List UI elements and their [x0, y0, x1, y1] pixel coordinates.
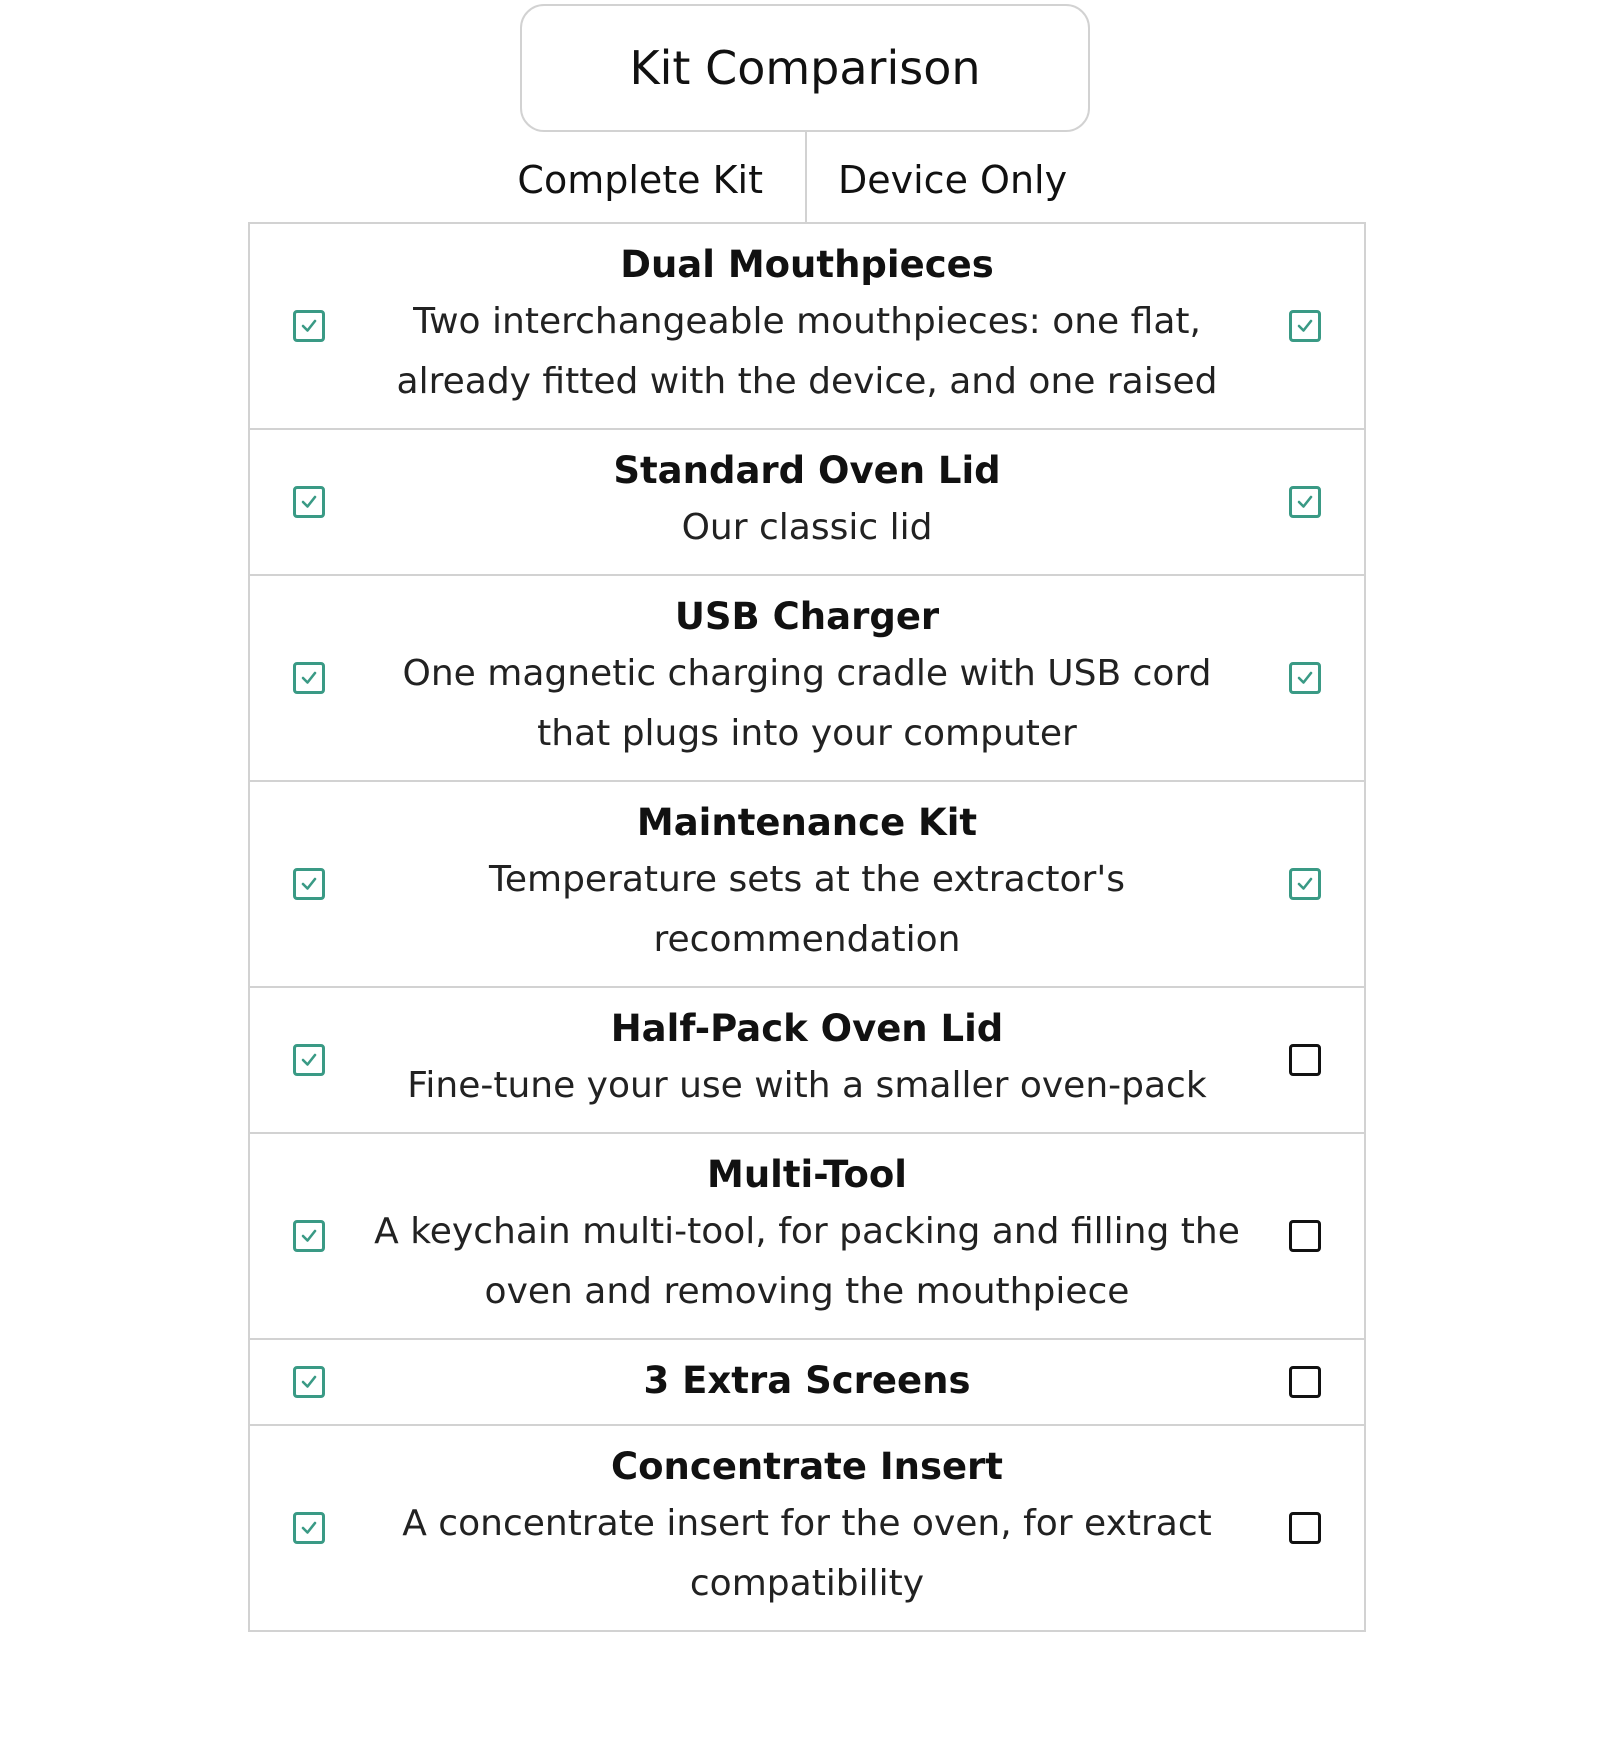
feature-title: Concentrate Insert [610, 1445, 1003, 1488]
unchecked-checkbox-icon [1289, 1044, 1321, 1076]
feature-content [368, 988, 1246, 1132]
checked-checkbox-icon [293, 1220, 325, 1252]
comparison-row [250, 988, 1364, 1134]
checked-checkbox-icon [293, 1366, 325, 1398]
feature-description: compatibility [689, 1563, 925, 1604]
complete-kit-check-cell [250, 868, 368, 900]
feature-title: 3 Extra Screens [643, 1359, 971, 1402]
feature-description: Two interchangeable mouthpieces: one flat, [413, 301, 1201, 342]
feature-description: Fine-tune your use with a smaller oven-pack [407, 1065, 1207, 1106]
feature-title: Maintenance Kit [636, 801, 978, 844]
complete-kit-check-cell [250, 1512, 368, 1544]
feature-content [368, 1134, 1246, 1338]
device-only-check-cell [1246, 310, 1364, 342]
checked-checkbox-icon [1289, 868, 1321, 900]
complete-kit-check-cell [250, 486, 368, 518]
checked-checkbox-icon [293, 662, 325, 694]
complete-kit-check-cell [250, 662, 368, 694]
checked-checkbox-icon [1289, 662, 1321, 694]
unchecked-checkbox-icon [1289, 1366, 1321, 1398]
checked-checkbox-icon [293, 486, 325, 518]
feature-title: Half-Pack Oven Lid [610, 1007, 1004, 1050]
device-only-check-cell [1246, 1366, 1364, 1398]
feature-content [368, 430, 1246, 574]
complete-kit-check-cell [250, 1220, 368, 1252]
device-only-check-cell [1246, 662, 1364, 694]
feature-description: Our classic lid [681, 507, 933, 548]
feature-content [368, 1426, 1246, 1630]
page-title: Kit Comparison [520, 4, 1090, 132]
comparison-row [250, 1134, 1364, 1340]
device-only-check-cell [1246, 1220, 1364, 1252]
feature-content [368, 224, 1246, 428]
complete-kit-check-cell [250, 1044, 368, 1076]
checked-checkbox-icon [1289, 310, 1321, 342]
feature-content [368, 576, 1246, 780]
device-only-check-cell [1246, 486, 1364, 518]
comparison-row [250, 430, 1364, 576]
feature-description: A keychain multi-tool, for packing and filling the [374, 1211, 1240, 1252]
complete-kit-check-cell [250, 1366, 368, 1398]
feature-title: Dual Mouthpieces [620, 243, 994, 286]
checked-checkbox-icon [1289, 486, 1321, 518]
comparison-row [250, 576, 1364, 782]
column-header-complete-kit: Complete Kit [517, 158, 763, 202]
checked-checkbox-icon [293, 868, 325, 900]
feature-description: One magnetic charging cradle with USB cord [402, 653, 1212, 694]
feature-content [368, 1340, 1246, 1424]
device-only-check-cell [1246, 868, 1364, 900]
feature-description: that plugs into your computer [537, 713, 1077, 754]
comparison-row [250, 1426, 1364, 1630]
feature-title: Multi-Tool [707, 1153, 907, 1196]
column-header-device-only: Device Only [838, 158, 1068, 202]
device-only-check-cell [1246, 1512, 1364, 1544]
complete-kit-check-cell [250, 310, 368, 342]
unchecked-checkbox-icon [1289, 1512, 1321, 1544]
feature-content [368, 782, 1246, 986]
checked-checkbox-icon [293, 1512, 325, 1544]
checked-checkbox-icon [293, 310, 325, 342]
feature-description: recommendation [653, 919, 961, 960]
checked-checkbox-icon [293, 1044, 325, 1076]
comparison-row [250, 224, 1364, 430]
feature-description: A concentrate insert for the oven, for extract [402, 1503, 1212, 1544]
feature-description: Temperature sets at the extractor's [488, 859, 1126, 900]
feature-description: already fitted with the device, and one raised [396, 361, 1218, 402]
comparison-table [248, 222, 1366, 1632]
feature-description: oven and removing the mouthpiece [484, 1271, 1130, 1312]
comparison-row [250, 782, 1364, 988]
comparison-row [250, 1340, 1364, 1426]
feature-title: USB Charger [674, 595, 940, 638]
feature-title: Standard Oven Lid [613, 449, 1001, 492]
device-only-check-cell [1246, 1044, 1364, 1076]
unchecked-checkbox-icon [1289, 1220, 1321, 1252]
